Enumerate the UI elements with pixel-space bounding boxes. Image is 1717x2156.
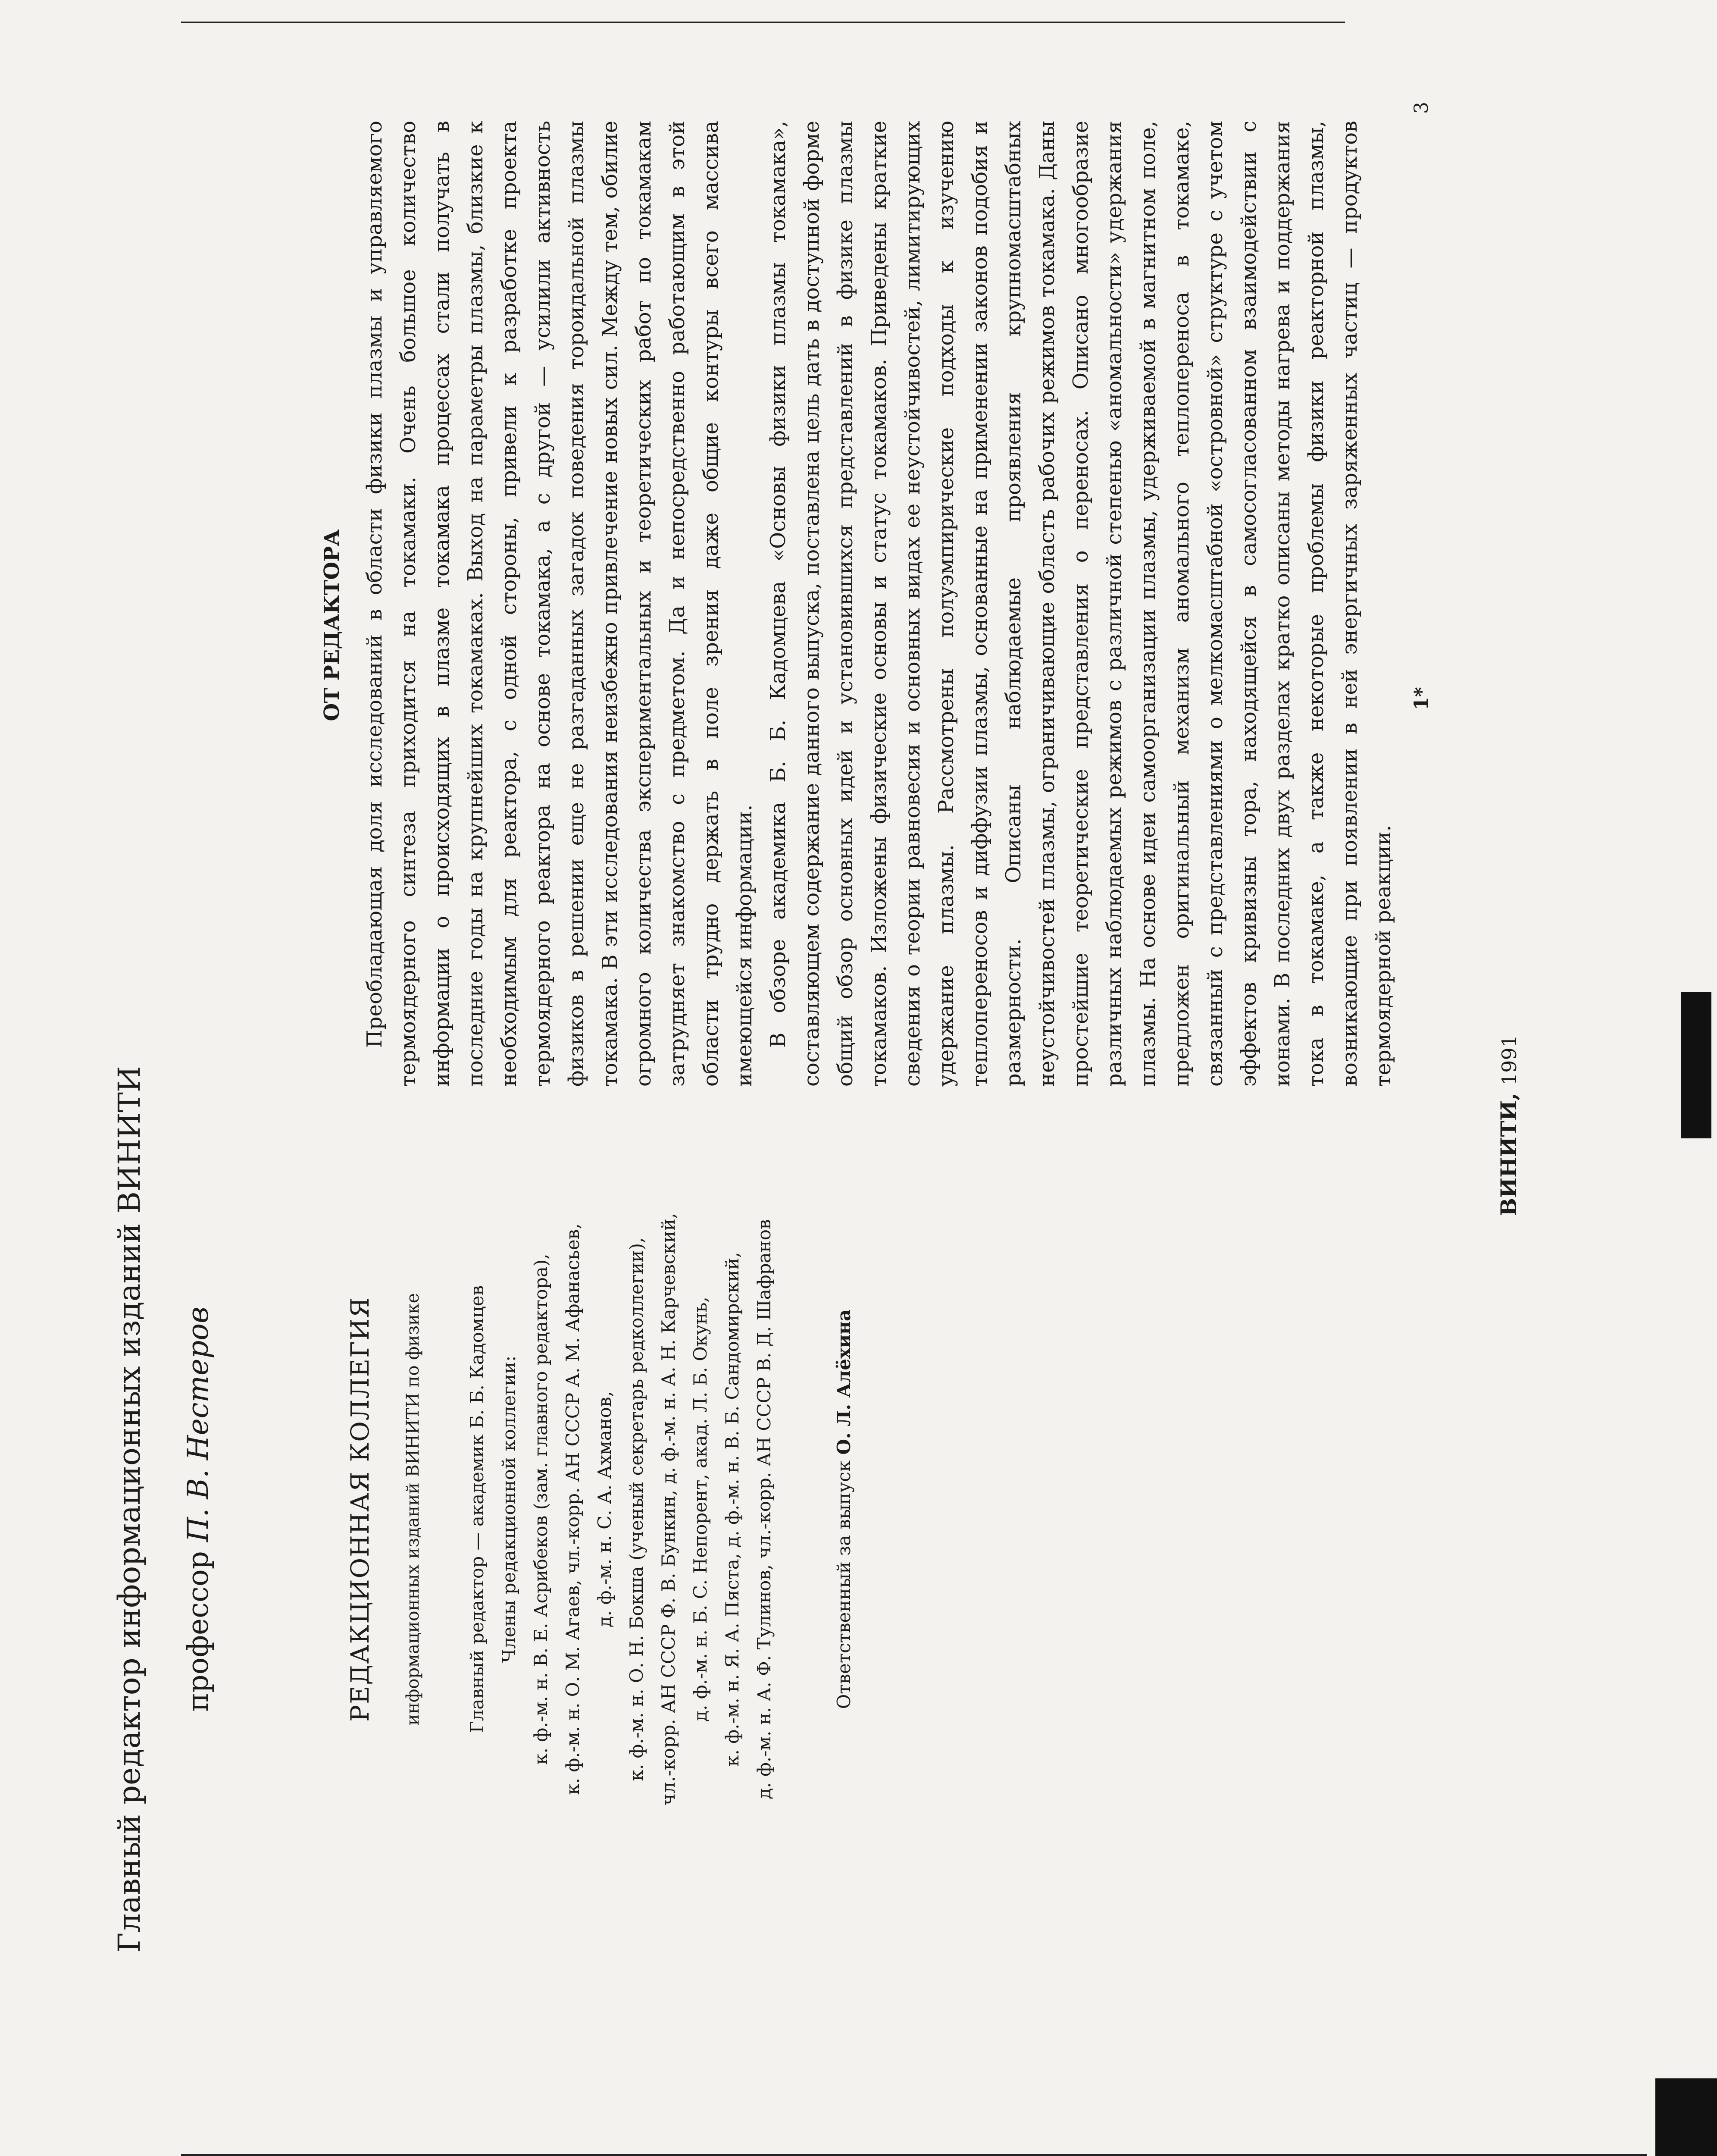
board-line: чл.-корр. АН СССР Ф. В. Бункин, д. ф.-м. н. А. Н. Карчевский, — [658, 1213, 679, 1806]
board-line: к. ф.-м. н. О. М. Агаев, чл.-корр. АН СССР А. М. Афанасьев, — [562, 1223, 583, 1795]
publication-year: 1991 — [1498, 1035, 1521, 1086]
responsible-label: Ответственный за выпуск — [833, 1460, 854, 1709]
board-subtitle: информационных изданий ВИНИТИ по физике — [403, 1293, 423, 1726]
board-line: к. ф.-м. н. О. Н. Бокша (ученый секретарь редколлегии), — [626, 1237, 647, 1781]
board-members-list — [461, 1035, 780, 1984]
board-line: д. ф.-м. н. С. А. Ахманов, — [594, 1391, 615, 1627]
chief-editor-line: Главный редактор информационных изданий ВИНИТИ — [112, 1066, 147, 1952]
board-line: д. ф.-м. н. Б. С. Непорент, акад. Л. Б. Окунь, — [690, 1297, 711, 1722]
left-page-imprint — [65, 1035, 1638, 1984]
board-line: к. ф.-м. н. Я. А. Пяста, д. ф.-м. н. В. Б. Сандомирский, — [722, 1252, 743, 1767]
board-line: д. ф.-м. н. А. Ф. Тулинов, чл.-корр. АН СССР В. Д. Шафранов — [754, 1219, 775, 1799]
board-title: РЕДАКЦИОННАЯ КОЛЛЕГИЯ — [345, 1297, 375, 1722]
board-line: Главный редактор — академик Б. Б. Кадомцев — [466, 1285, 488, 1733]
board-line: к. ф.-м. н. В. Е. Асрибеков (зам. главного редактора), — [530, 1253, 551, 1765]
publisher-name: ВИНИТИ, — [1496, 1093, 1521, 1216]
chief-editor-title: профессор — [181, 1551, 215, 1712]
foreword-paragraph: Преобладающая доля исследований в области физики плазмы и управляемого термоядерного синтеза приходится на токамаки. Очень большое количество информации о происходящих в плазме токамака процессах стали получать в последние годы на крупнейших токамаках. Выход на параметры плазмы, близкие к необходимым для реактора, с одной стороны, привели к разработке проекта термоядерного реактора на основе токамака, а с другой — усилили активность физиков в решении еще не разгаданных загадок поведения тороидальной плазмы токамака. В эти исследования неизбежно привлечение новых сил. Между тем, обилие огромного количества экспериментальных и теоретических работ по токамакам затрудняет знакомство с предметом. Да и непосредственно работающим в этой области трудно держать в поле зрения даже общие контуры всего массива имеющейся информации. — [363, 121, 757, 1087]
page-number: 3 — [1411, 102, 1432, 114]
chief-editor-name: П. В. Нестеров — [181, 1307, 215, 1542]
foreword-body — [358, 121, 1400, 1087]
foreword-heading: ОТ РЕДАКТОРА — [320, 529, 344, 721]
responsible-line — [832, 1035, 856, 1984]
foreword-paragraph: В обзоре академика Б. Б. Кадомцева «Основы физики плазмы токамака», составляющем содержание данного выпуска, поставлена цель дать в доступной форме общий обзор основных идей и установившихся представлений в физике плазмы токамаков. Изложены физические основы и статус токамаков. Приведены краткие сведения о теории равновесия и основных видах ее неустойчивостей, лимитирующих удержание плазмы. Рассмотрены полуэмпирические подходы к изучению теплопереносов и диффузии плазмы, основанные на применении законов подобия и размерности. Описаны наблюдаемые проявления крупномасштабных неустойчивостей плазмы, ограничивающие область рабочих режимов токамака. Даны простейшие теоретические представления о переносах. Описано многообразие различных наблюдаемых режимов с различной степенью «аномальности» удержания плазмы. На основе идеи самоорганизации плазмы, удерживаемой в магнитном поле, предложен оригинальный механизм аномального теплопереноса в токамаке, связанный с представлениями о мелкомасштабной «островной» структуре с учетом эффектов кривизны тора, находящейся в самосогласованном взаимодействии с ионами. В последних двух разделах кратко описаны методы нагрева и поддержания тока в токамаке, а также некоторые проблемы физики реакторной плазмы, возникающие при появлении в ней энергичных заряженных частиц — продуктов термоядерной реакции. — [766, 121, 1395, 1087]
right-page-foreword — [65, 43, 1660, 1121]
signature-mark: 1* — [1411, 687, 1432, 710]
board-line: Члены редакционной коллегии: — [498, 1355, 519, 1663]
responsible-name: О. Л. Алёхина — [833, 1309, 854, 1455]
chief-editor-name-line — [181, 1035, 216, 1984]
